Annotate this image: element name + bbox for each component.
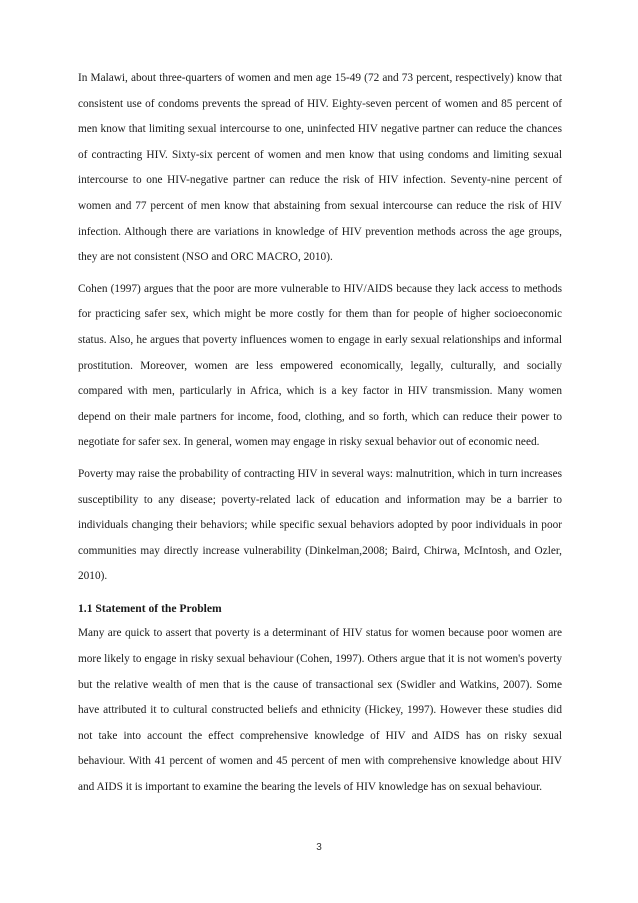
page-body — [78, 66, 562, 807]
paragraph-hiv-knowledge-malawi: In Malawi, about three-quarters of women and men age 15-49 (72 and 73 percent, respectively) know that consistent use of condoms prevents the spread of HIV. Eighty-seven percent of women and 85 percent of men know that limiting sexual intercourse to one, uninfected HIV negative partner can reduce the chances of contracting HIV. Sixty-six percent of women and men know that using condoms and limiting sexual intercourse to one HIV-negative partner can reduce the risk of HIV infection. Seventy-nine percent of women and 77 percent of men know that abstaining from sexual intercourse can reduce the risk of HIV infection. Although there are variations in knowledge of HIV prevention methods across the age groups, they are not consistent (NSO and ORC MACRO, 2010). — [78, 72, 562, 264]
paragraph-poverty-probability: Poverty may raise the probability of contracting HIV in several ways: malnutrition, which in turn increases susceptibility to any disease; poverty-related lack of education and information may be a barrier to individuals changing their behaviors; while specific sexual behaviors adopted by poor individuals in poor communities may directly increase vulnerability (Dinkelman,2008; Baird, Chirwa, McIntosh, and Ozler, 2010). — [78, 467, 562, 583]
page-number: 3 — [316, 842, 322, 853]
paragraph-cohen-poverty: Cohen (1997) argues that the poor are more vulnerable to HIV/AIDS because they lack access to methods for practicing safer sex, which might be more costly for them than for people of higher socioeconomic status. Also, he argues that poverty influences women to engage in early sexual relationships and informal prostitution. Moreover, women are less empowered economically, legally, culturally, and socially compared with men, particularly in Africa, which is a key factor in HIV transmission. Many women depend on their male partners for income, food, clothing, and so forth, which can reduce their power to negotiate for safer sex. In general, women may engage in risky sexual behavior out of economic need. — [78, 282, 562, 449]
section-heading: 1.1 Statement of the Problem — [78, 601, 222, 615]
paragraph-statement-of-problem: Many are quick to assert that poverty is a determinant of HIV status for women because poor women are more likely to engage in risky sexual behaviour (Cohen, 1997). Others argue that it is not women's poverty but the relative wealth of men that is the cause of transactional sex (Swidler and Watkins, 2007). Some have attributed it to cultural constructed beliefs and ethnicity (Hickey, 1997). However these studies did not take into account the effect comprehensive knowledge of HIV and AIDS has on risky sexual behaviour. With 41 percent of women and 45 percent of men with comprehensive knowledge about HIV and AIDS it is important to examine the bearing the levels of HIV knowledge has on sexual behaviour. — [78, 627, 562, 794]
